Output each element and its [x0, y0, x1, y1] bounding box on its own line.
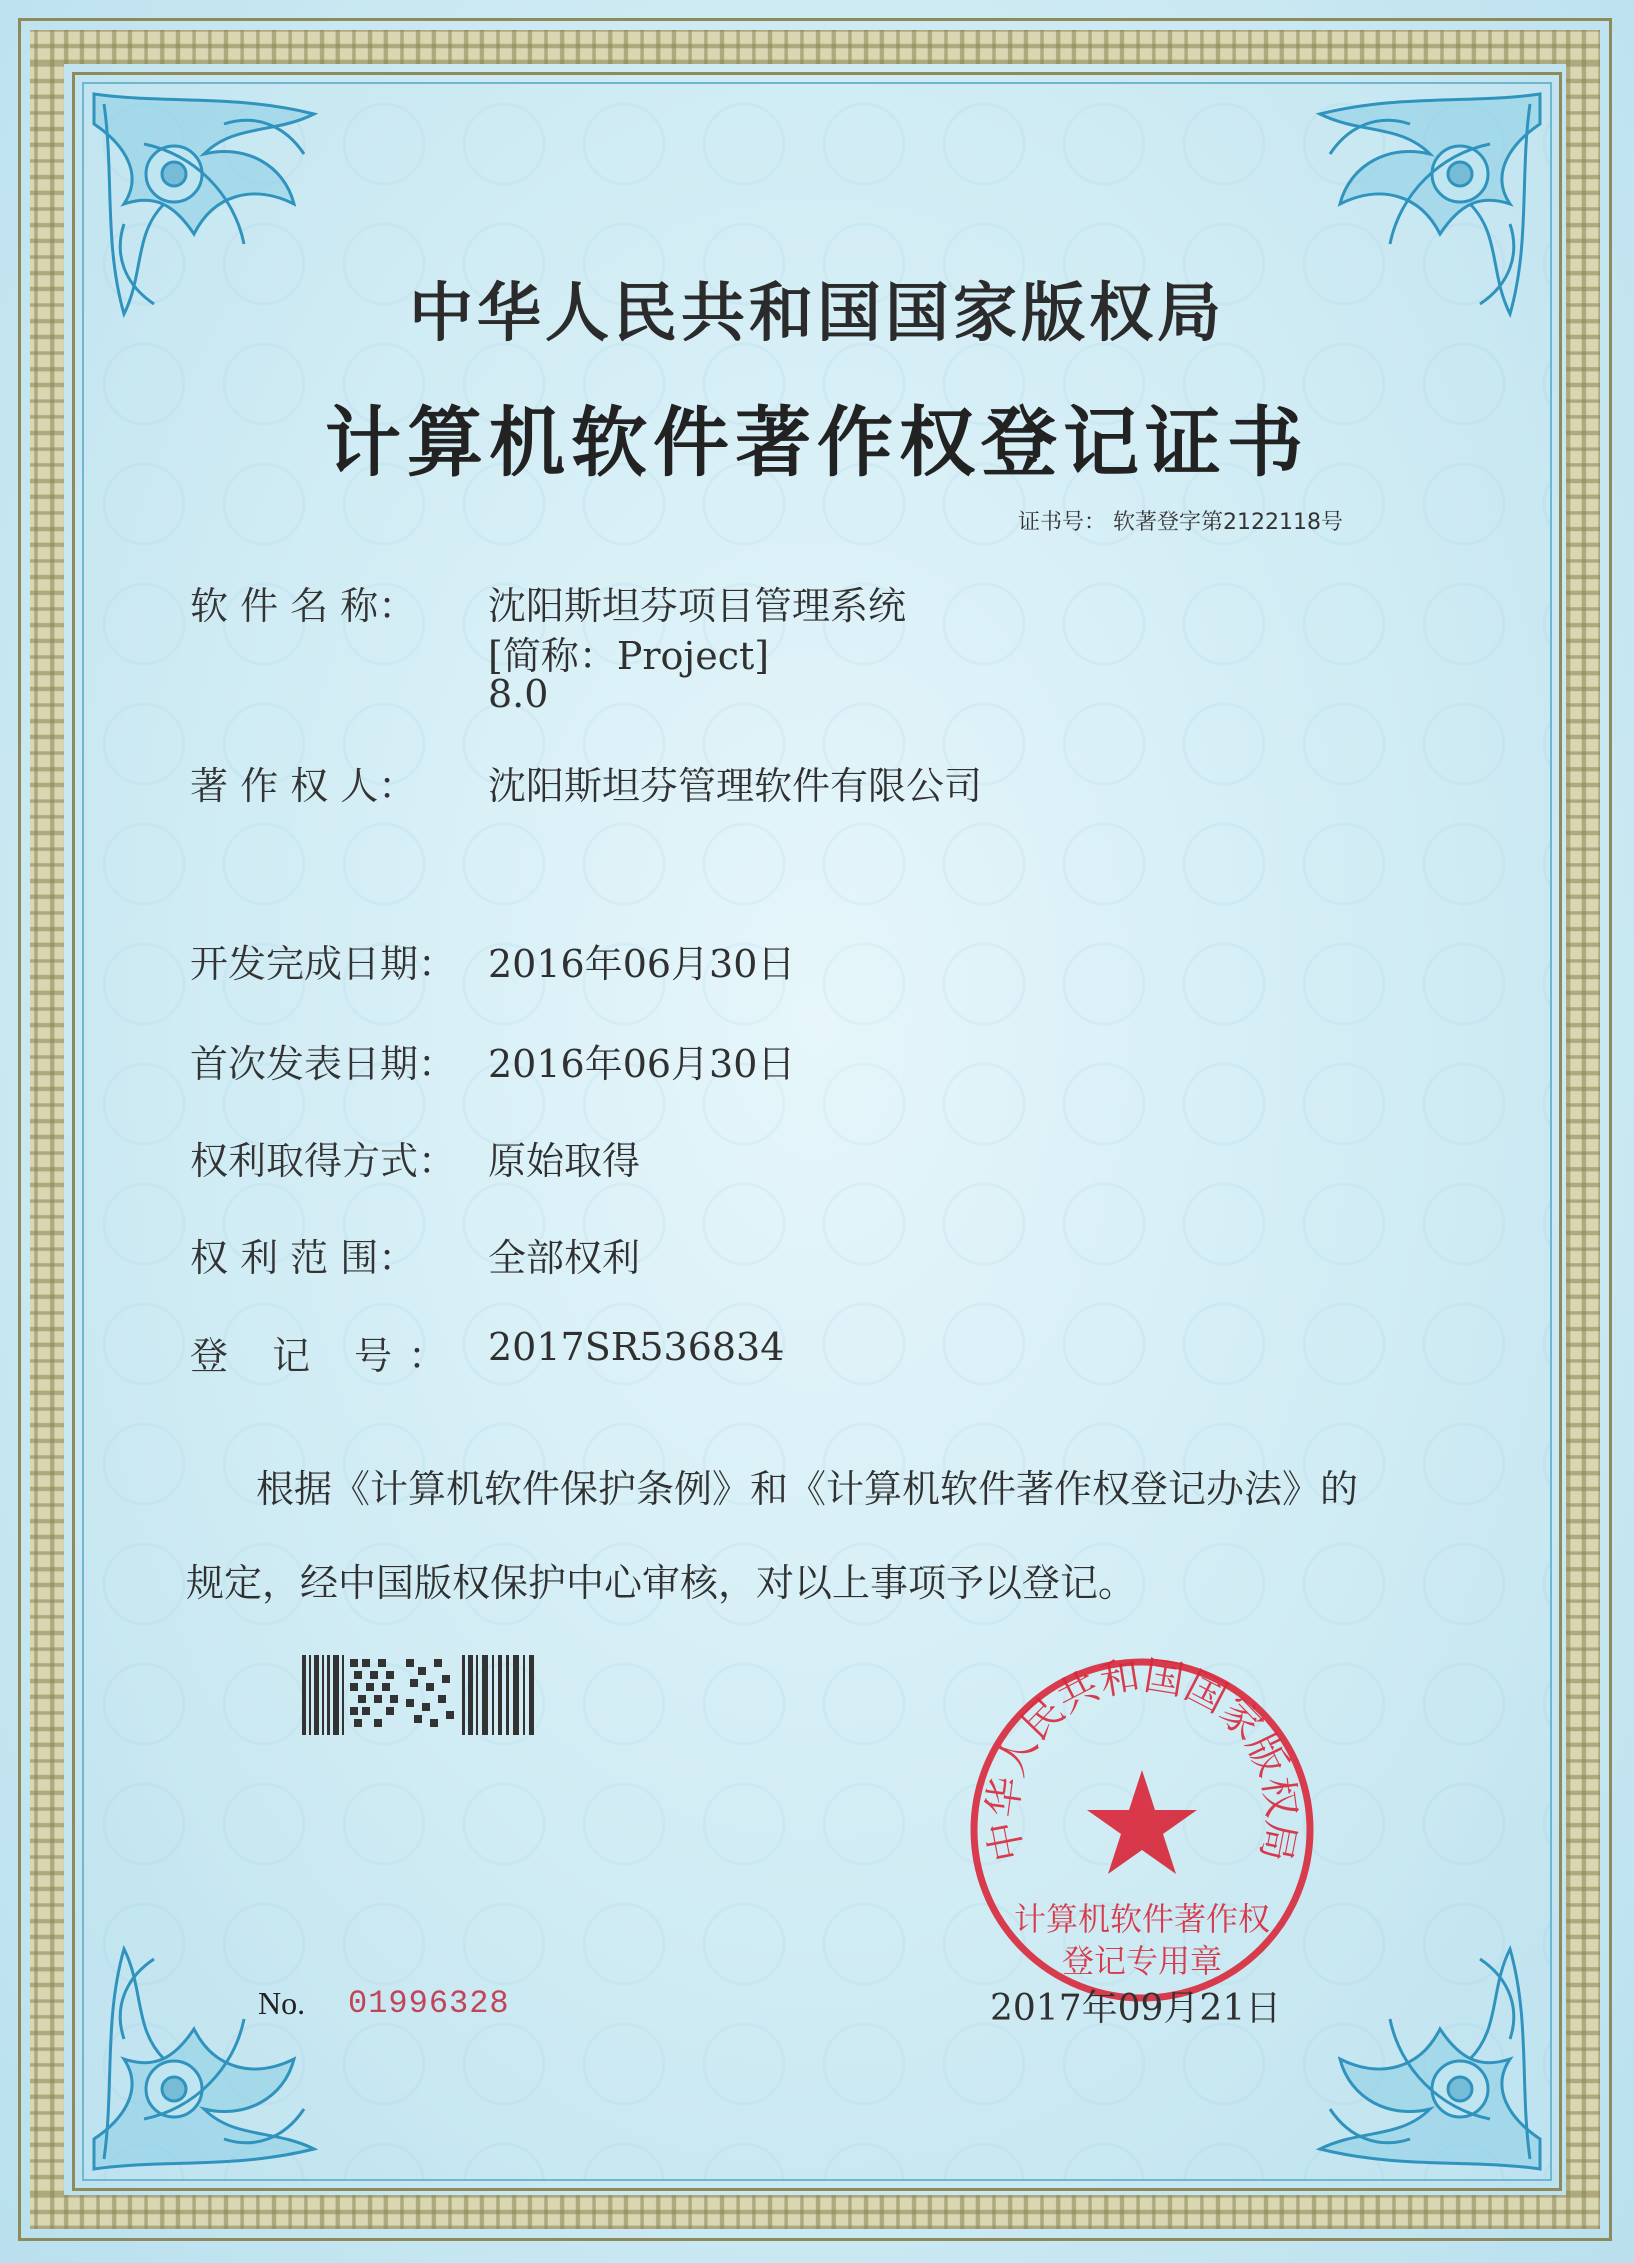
- copyright-owner-value: 沈阳斯坦芬管理软件有限公司: [488, 764, 983, 808]
- software-version: 8.0: [488, 672, 549, 716]
- registration-number-value: 2017SR536834: [488, 1325, 785, 1369]
- rights-scope-value: 全部权利: [488, 1236, 641, 1280]
- corner-ornament-icon: [84, 84, 414, 414]
- serial-number-value: 01996328: [348, 1985, 510, 2022]
- software-name-value: 沈阳斯坦芬项目管理系统: [488, 584, 907, 628]
- completion-date-value: 2016年06月30日: [488, 942, 796, 986]
- software-name-label: 软 件 名 称：: [190, 584, 417, 628]
- serial-number-label: No.: [258, 1985, 306, 2021]
- official-seal-icon: [962, 1650, 1322, 2010]
- acquisition-method-label: 权利取得方式：: [190, 1139, 457, 1183]
- seal-line-1: 计算机软件著作权: [1013, 1900, 1271, 1938]
- completion-date-label: 开发完成日期：: [190, 942, 457, 986]
- corner-ornament-icon: [1220, 84, 1550, 414]
- seal-ring-text: 中华人民共和国国家版权局: [979, 1652, 1305, 1866]
- seal-line-2: 登记专用章: [1061, 1942, 1223, 1980]
- publication-date-label: 首次发表日期：: [190, 1042, 457, 1086]
- issue-date: 2017年09月21日: [990, 1988, 1282, 2029]
- issuing-authority: 中华人民共和国国家版权局: [409, 277, 1225, 351]
- publication-date-value: 2016年06月30日: [488, 1042, 796, 1086]
- certificate-title: 计算机软件著作权登记证书: [325, 398, 1309, 487]
- acquisition-method-value: 原始取得: [488, 1139, 641, 1183]
- barcode-icon: [302, 1655, 534, 1735]
- copyright-owner-label: 著 作 权 人：: [190, 764, 417, 808]
- software-short-name: [简称：Project]: [488, 634, 770, 678]
- statement-line-1: 根据《计算机软件保护条例》和《计算机软件著作权登记办法》的: [256, 1467, 1359, 1511]
- statement-line-2: 规定，经中国版权保护中心审核，对以上事项予以登记。: [186, 1561, 1137, 1605]
- certificate-number: 证书号： 软著登字第2122118号: [1018, 510, 1343, 535]
- registration-number-label: 登 记 号：: [190, 1334, 463, 1378]
- rights-scope-label: 权 利 范 围：: [190, 1236, 417, 1280]
